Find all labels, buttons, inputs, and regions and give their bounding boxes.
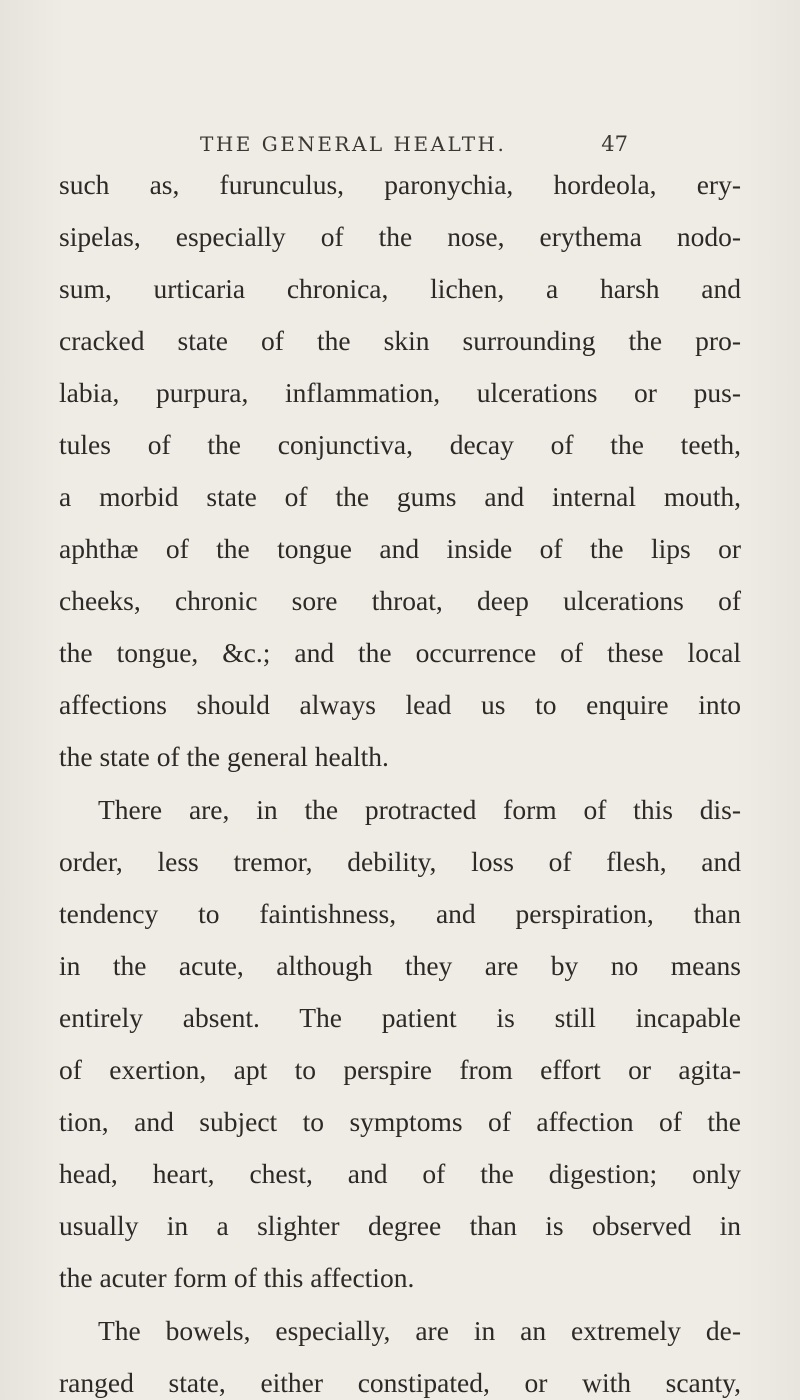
running-title: THE GENERAL HEALTH. xyxy=(200,132,507,156)
text-line: usually in a slighter degree than is observed in xyxy=(59,1210,741,1241)
text-line: entirely absent. The patient is still incapable xyxy=(59,1002,741,1033)
text-line: tion, and subject to symptoms of affection of the xyxy=(59,1106,741,1137)
text-line: head, heart, chest, and of the digestion; only xyxy=(59,1158,741,1189)
text-line: a morbid state of the gums and internal mouth, xyxy=(59,481,741,512)
text-line: cheeks, chronic sore throat, deep ulcerations of xyxy=(59,585,741,616)
text-line: ranged state, either constipated, or with scanty, xyxy=(59,1367,741,1398)
paragraph-first-line: The bowels, especially, are in an extremely de- xyxy=(98,1315,741,1346)
text-line: aphthæ of the tongue and inside of the lips or xyxy=(59,533,741,564)
text-line: sipelas, especially of the nose, erythema nodo- xyxy=(59,221,741,252)
text-line: sum, urticaria chronica, lichen, a harsh and xyxy=(59,273,741,304)
text-line: labia, purpura, inflammation, ulcerations or pus- xyxy=(59,377,741,408)
text-line: affections should always lead us to enquire into xyxy=(59,689,741,720)
text-line: in the acute, although they are by no means xyxy=(59,950,741,981)
text-line: the tongue, &c.; and the occurrence of these local xyxy=(59,637,741,668)
text-line: tendency to faintishness, and perspiration, than xyxy=(59,898,741,929)
text-line: the acuter form of this affection. xyxy=(59,1262,415,1293)
page-number: 47 xyxy=(601,132,628,156)
text-line: cracked state of the skin surrounding the pro- xyxy=(59,325,741,356)
paragraph-first-line: There are, in the protracted form of this dis- xyxy=(98,794,741,825)
text-line: the state of the general health. xyxy=(59,741,389,772)
text-line: order, less tremor, debility, loss of flesh, and xyxy=(59,846,741,877)
text-line: of exertion, apt to perspire from effort or agita- xyxy=(59,1054,741,1085)
text-line: tules of the conjunctiva, decay of the teeth, xyxy=(59,429,741,460)
text-line: such as, furunculus, paronychia, hordeola, ery- xyxy=(59,169,741,200)
